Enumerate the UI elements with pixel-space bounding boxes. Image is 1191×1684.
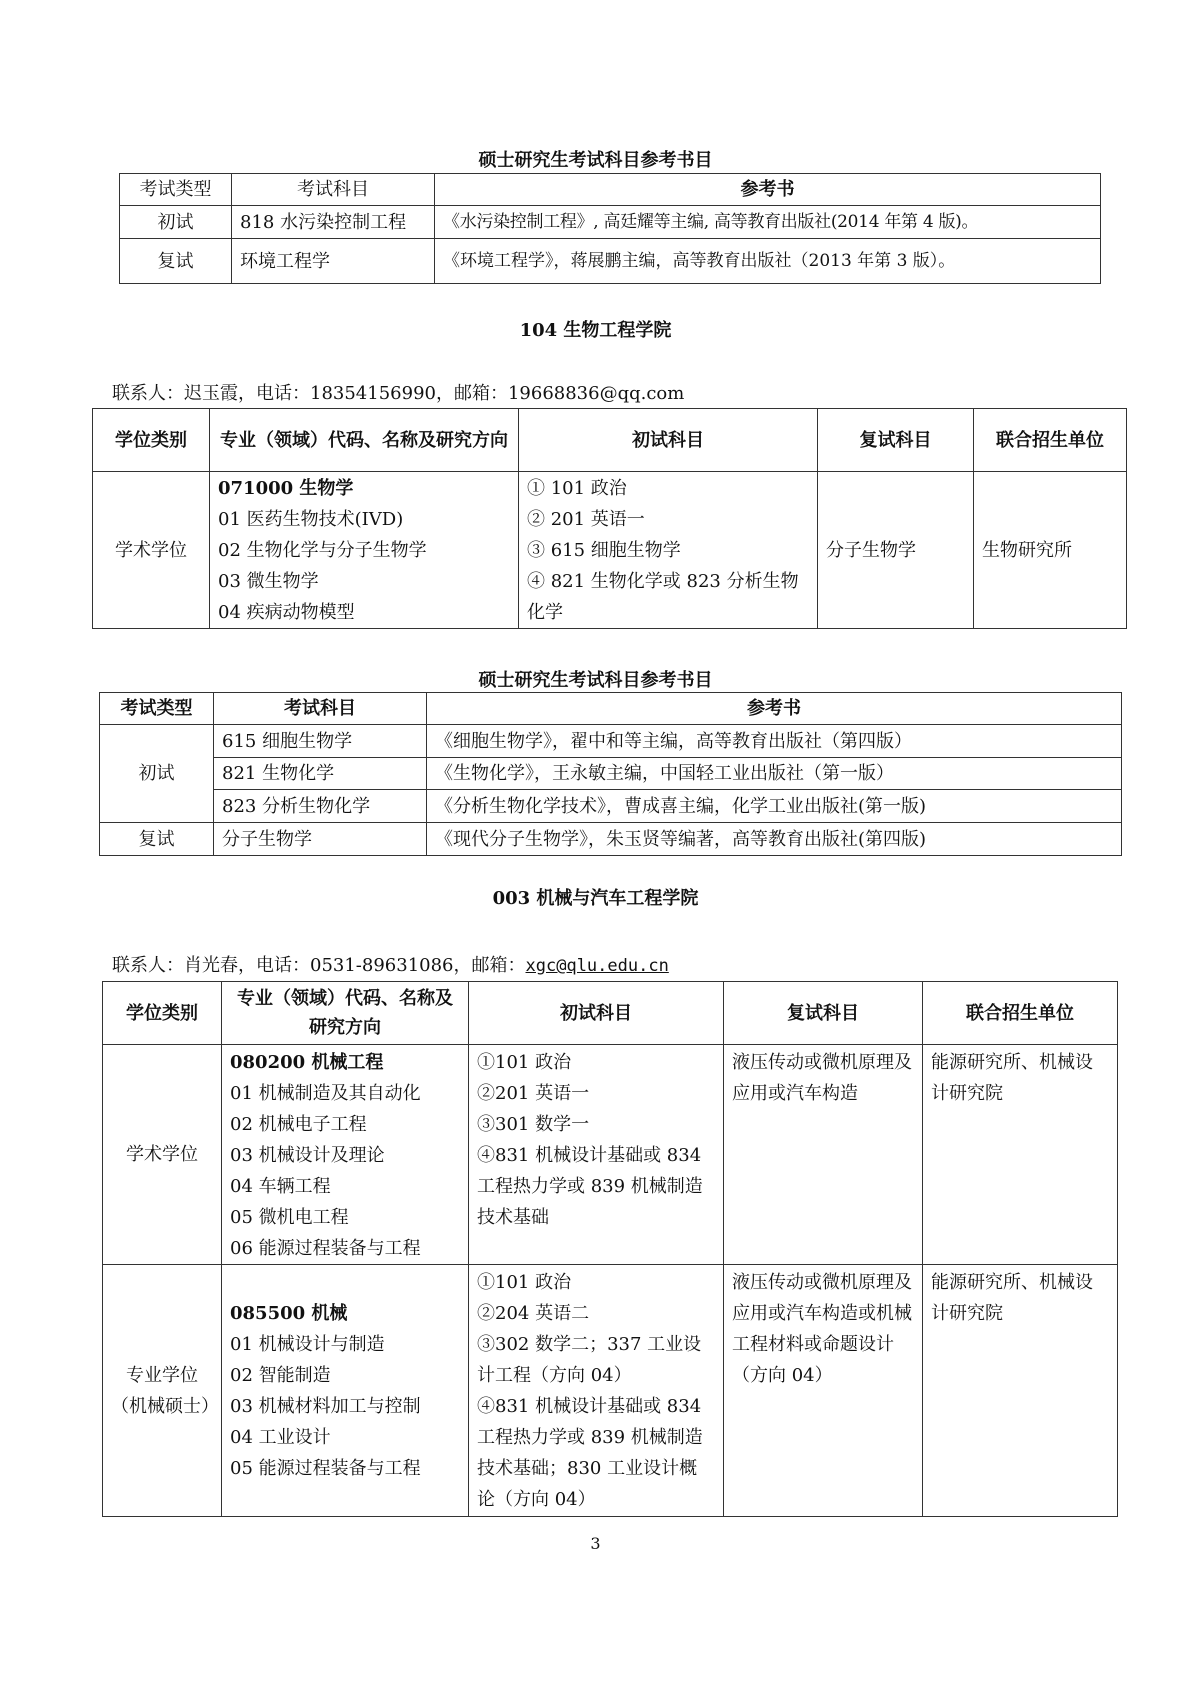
exam-item: ④831 机械设计基础或 834 工程热力学或 839 机械制造技术基础 <box>477 1145 703 1228</box>
header-retest: 复试科目 <box>818 409 974 472</box>
header-major: 专业（领域）代码、名称及研究方向 <box>210 409 519 472</box>
exam-cell <box>519 472 818 629</box>
table-row <box>103 1265 1118 1517</box>
direction: 05 能源过程装备与工程 <box>230 1458 421 1479</box>
direction: 03 机械设计及理论 <box>230 1145 385 1166</box>
direction: 02 智能制造 <box>230 1365 331 1386</box>
header-joint-unit: 联合招生单位 <box>923 982 1118 1045</box>
direction: 05 微机电工程 <box>230 1207 349 1228</box>
school-104-contact: 联系人：迟玉霞，电话：18354156990，邮箱：19668836@qq.com <box>112 383 685 404</box>
exam-item: ①101 政治 <box>477 1052 572 1073</box>
exam-type: 初试 <box>100 725 214 823</box>
page-number: 3 <box>590 1534 601 1553</box>
major-cell <box>210 472 519 629</box>
degree-type: 专业学位（机械硕士） <box>103 1265 222 1517</box>
exam-item: ③301 数学一 <box>477 1114 590 1135</box>
header-exam-subject: 考试科目 <box>232 174 435 206</box>
header-exam-type: 考试类型 <box>100 693 214 725</box>
direction: 02 生物化学与分子生物学 <box>218 539 427 561</box>
direction: 04 疾病动物模型 <box>218 601 355 623</box>
exam-subject: 615 细胞生物学 <box>214 725 427 758</box>
reference-book: 《细胞生物学》，翟中和等主编，高等教育出版社（第四版） <box>427 725 1122 758</box>
table-row <box>100 758 1122 790</box>
table-row <box>120 206 1101 239</box>
header-major: 专业（领域）代码、名称及研究方向 <box>222 982 469 1045</box>
table-row <box>100 725 1122 758</box>
joint-unit: 能源研究所、机械设计研究院 <box>923 1265 1118 1517</box>
exam-subject: 818 水污染控制工程 <box>232 206 435 239</box>
retest-subject: 液压传动或微机原理及应用或汽车构造或机械工程材料或命题设计（方向 04） <box>724 1265 923 1517</box>
direction: 03 机械材料加工与控制 <box>230 1396 421 1417</box>
exam-item: ④831 机械设计基础或 834 工程热力学或 839 机械制造技术基础；830 工业设计概论（方向 04） <box>477 1396 703 1510</box>
table-row <box>120 239 1101 284</box>
retest-subject: 液压传动或微机原理及应用或汽车构造 <box>724 1045 923 1265</box>
table-row <box>100 823 1122 856</box>
exam-item: ③ 615 细胞生物学 <box>527 539 681 561</box>
header-exam-subject: 考试科目 <box>214 693 427 725</box>
exam-item: ④ 821 生物化学或 823 分析生物化学 <box>527 570 799 623</box>
exam-subject: 823 分析生物化学 <box>214 790 427 823</box>
major-cell <box>222 1265 469 1517</box>
direction: 01 医药生物技术(IVD) <box>218 508 404 530</box>
exam-item: ①101 政治 <box>477 1272 572 1293</box>
joint-unit: 生物研究所 <box>974 472 1127 629</box>
exam-type: 初试 <box>120 206 232 239</box>
exam-cell <box>469 1265 724 1517</box>
degree-type: 学术学位 <box>103 1045 222 1265</box>
header-joint-unit: 联合招生单位 <box>974 409 1127 472</box>
contact-text: 联系人：肖光春，电话：0531-89631086，邮箱： <box>112 955 526 976</box>
header-degree-type: 学位类别 <box>93 409 210 472</box>
header-retest: 复试科目 <box>724 982 923 1045</box>
email-link[interactable]: xgc@qlu.edu.cn <box>525 956 669 976</box>
major-code: 080200 机械工程 <box>230 1052 384 1073</box>
school-003-table <box>102 981 1118 1517</box>
header-initial-exam: 初试科目 <box>519 409 818 472</box>
ref-table-1 <box>119 173 1101 284</box>
table-row <box>100 790 1122 823</box>
direction: 06 能源过程装备与工程 <box>230 1238 421 1259</box>
exam-type: 复试 <box>120 239 232 284</box>
exam-item: ② 201 英语一 <box>527 508 645 530</box>
direction: 01 机械设计与制造 <box>230 1334 385 1355</box>
school-003-heading: 003 机械与汽车工程学院 <box>492 888 699 909</box>
exam-cell <box>469 1045 724 1265</box>
header-reference-book: 参考书 <box>427 693 1122 725</box>
direction: 01 机械制造及其自动化 <box>230 1083 421 1104</box>
direction: 04 车辆工程 <box>230 1176 331 1197</box>
major-code: 085500 机械 <box>230 1303 348 1324</box>
exam-subject: 分子生物学 <box>214 823 427 856</box>
retest-subject: 分子生物学 <box>818 472 974 629</box>
exam-item: ① 101 政治 <box>527 477 627 499</box>
school-104-table <box>92 408 1127 629</box>
header-exam-type: 考试类型 <box>120 174 232 206</box>
exam-subject: 821 生物化学 <box>214 758 427 790</box>
direction: 03 微生物学 <box>218 570 319 592</box>
reference-book: 《分析生物化学技术》，曹成喜主编，化学工业出版社(第一版) <box>427 790 1122 823</box>
reference-book: 《生物化学》，王永敏主编，中国轻工业出版社（第一版） <box>427 758 1122 790</box>
exam-item: ③302 数学二；337 工业设计工程（方向 04） <box>477 1334 702 1386</box>
table-row <box>103 1045 1118 1265</box>
school-104-heading: 104 生物工程学院 <box>519 320 672 341</box>
exam-item: ②204 英语二 <box>477 1303 590 1324</box>
ref-table-2-title: 硕士研究生考试科目参考书目 <box>478 670 713 691</box>
reference-book: 《水污染控制工程》, 高廷耀等主编, 高等教育出版社(2014 年第 4 版)。 <box>435 206 1101 239</box>
exam-item: ②201 英语一 <box>477 1083 590 1104</box>
direction: 04 工业设计 <box>230 1427 331 1448</box>
reference-book: 《环境工程学》，蒋展鹏主编，高等教育出版社（2013 年第 3 版）。 <box>435 239 1101 284</box>
major-cell <box>222 1045 469 1265</box>
header-initial-exam: 初试科目 <box>469 982 724 1045</box>
exam-subject: 环境工程学 <box>232 239 435 284</box>
ref-table-1-title: 硕士研究生考试科目参考书目 <box>478 150 713 171</box>
table-row <box>93 472 1127 629</box>
major-code: 071000 生物学 <box>218 477 354 499</box>
header-reference-book: 参考书 <box>435 174 1101 206</box>
spacer <box>230 1267 460 1298</box>
exam-type: 复试 <box>100 823 214 856</box>
reference-book: 《现代分子生物学》，朱玉贤等编著，高等教育出版社(第四版) <box>427 823 1122 856</box>
header-degree-type: 学位类别 <box>103 982 222 1045</box>
direction: 02 机械电子工程 <box>230 1114 367 1135</box>
degree-type: 学术学位 <box>93 472 210 629</box>
joint-unit: 能源研究所、机械设计研究院 <box>923 1045 1118 1265</box>
school-003-contact <box>112 951 669 977</box>
ref-table-2 <box>99 692 1122 856</box>
